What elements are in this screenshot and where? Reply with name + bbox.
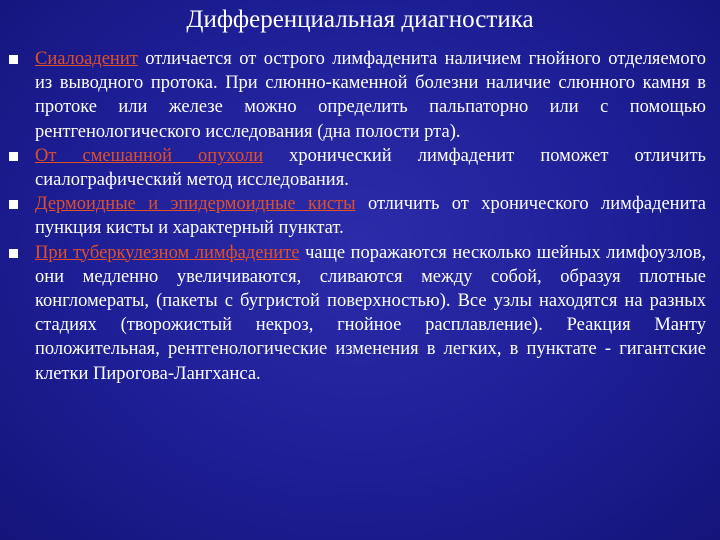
bullet-item [0, 144, 720, 192]
square-bullet-icon [9, 249, 18, 258]
bullet-lead-term: Сиалоаденит [35, 49, 138, 69]
bullet-item [0, 241, 720, 386]
bullet-text: отличается от острого лимфаденита наличием гнойного отделяемого из выводного протока. При слюнно-каменной болезни наличие слюнного камня в протоке или железе можно определить пальпаторно или с помощью рентгенологического исследования (дна полости рта). [35, 49, 706, 142]
bullet-text: хронический лимфаденит поможет отличить сиалографический метод исследования. [35, 145, 706, 191]
bullet-list [0, 47, 720, 386]
square-bullet-icon [9, 200, 18, 209]
bullet-lead-term: От смешанной опухоли [35, 145, 264, 166]
slide-title: Дифференциальная диагностика [186, 6, 534, 33]
bullet-item [0, 47, 720, 144]
bullet-lead-term: Дермоидные и эпидермоидные кисты [35, 194, 356, 215]
bullet-lead-term: При туберкулезном лимфадените [35, 242, 300, 263]
bullet-text: отличить от хронического лимфаденита пункция кисты и характерный пунктат. [35, 194, 706, 239]
bullet-text: чаще поражаются несколько шейных лимфоузлов, они медленно увеличиваются, сливаются между собой, образуя плотные конгломераты, (пакеты с бугристой поверхностью). Все узлы находятся на разных стадиях (творожистый некроз, гнойное расплавление). Реакция Манту положительная, рентгенологические изменения в легких, в пунктате - гигантские клетки Пирогова-Лангханса. [35, 242, 707, 384]
bullet-item [0, 192, 720, 240]
square-bullet-icon [9, 152, 18, 161]
square-bullet-icon [9, 55, 18, 64]
